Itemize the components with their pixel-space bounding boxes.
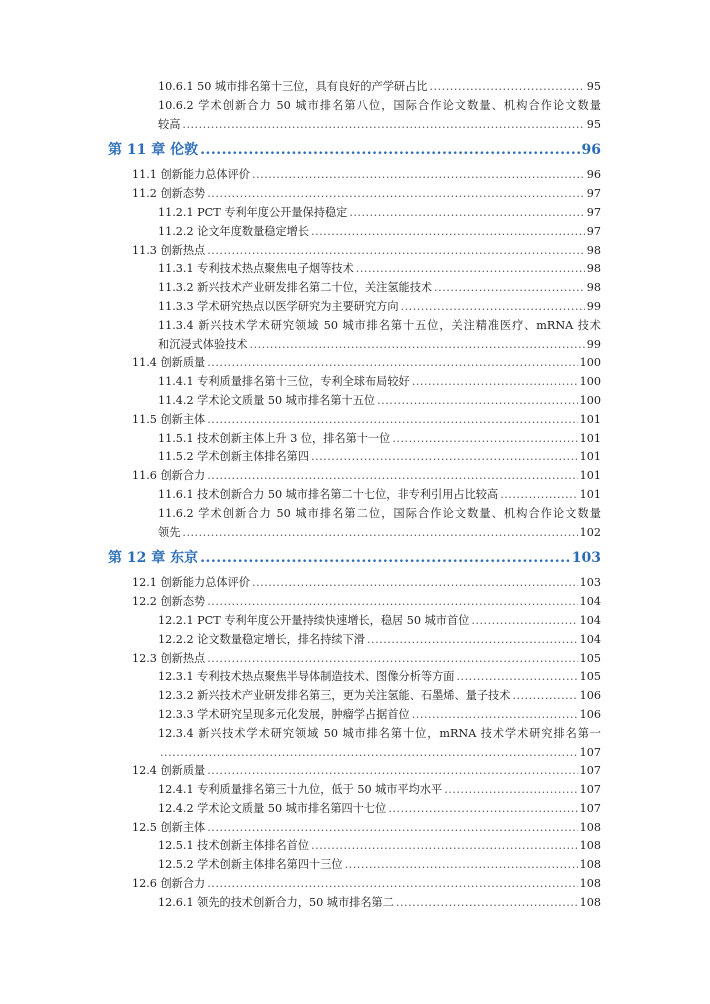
toc-entry-label: 11.2.1 PCT 专利年度公开量保持稳定: [158, 205, 348, 219]
toc-entry-label: 11.3.2 新兴技术产业研发排名第二十位，关注氢能技术: [158, 281, 433, 295]
toc-entry[interactable]: [0, 317, 710, 355]
leader-dots: [160, 744, 578, 763]
toc-entry-label: 11.4 创新质量: [132, 356, 206, 370]
toc-entry-label-continued: 领先: [158, 525, 181, 539]
toc-page-number: 108: [579, 877, 601, 891]
toc-page-number: 103: [571, 550, 601, 567]
toc-entry-label: 12.3.2 新兴技术产业研发排名第三，更为关注氢能、石墨烯、量子技术: [158, 689, 511, 703]
toc-entry[interactable]: [0, 650, 710, 669]
toc-entry[interactable]: [0, 223, 710, 242]
toc-entry[interactable]: [0, 204, 710, 223]
toc-page-number: 105: [579, 651, 601, 665]
toc-page-number: 104: [579, 595, 601, 609]
toc-entry[interactable]: [0, 894, 710, 913]
toc-page-number: 100: [579, 356, 601, 370]
toc-entry[interactable]: [0, 354, 710, 373]
toc-entry[interactable]: [0, 430, 710, 449]
toc-page-number: 98: [586, 281, 601, 295]
chapter-heading[interactable]: [0, 545, 710, 572]
leader-dots: [200, 545, 570, 572]
toc-entry[interactable]: [0, 875, 710, 894]
toc-page-number: 97: [586, 224, 601, 238]
leader-dots: [207, 411, 577, 430]
leader-dots: [430, 78, 585, 97]
toc-entry-label: 11.3.3 学术研究热点以医学研究为主要研究方向: [158, 299, 399, 313]
toc-entry[interactable]: [0, 800, 710, 819]
leader-dots: [182, 524, 577, 543]
toc-entry-label: 12.3.4 新兴技术学术研究领域 50 城市排名第十位，mRNA 技术学术研究排名第一: [158, 726, 601, 740]
toc-page-number: 100: [579, 375, 601, 389]
toc-entry[interactable]: [0, 593, 710, 612]
toc-page-number: 108: [579, 895, 601, 909]
toc-page-number: 101: [579, 412, 601, 426]
leader-dots: [207, 819, 577, 838]
toc-entry[interactable]: [0, 298, 710, 317]
toc-page-number: 106: [579, 707, 601, 721]
leader-dots: [311, 448, 578, 467]
toc-entry-label: 11.4.2 学术论文质量 50 城市排名第十五位: [158, 393, 376, 407]
leader-dots: [207, 593, 577, 612]
toc-page-number: 95: [586, 80, 601, 93]
leader-dots: [207, 467, 577, 486]
toc-entry-label: 12.3 创新热点: [132, 651, 206, 665]
toc-entry-label: 12.4.1 专利质量排名第三十九位，低于 50 城市平均水平: [158, 783, 443, 797]
chapter-title: 第 12 章 东京: [108, 550, 199, 567]
toc-page-number: 101: [579, 469, 601, 483]
leader-dots: [207, 185, 585, 204]
leader-dots: [207, 242, 585, 261]
toc-entry-label: 11.5 创新主体: [132, 412, 206, 426]
leader-dots: [311, 223, 585, 242]
toc-page-number: 96: [586, 168, 601, 182]
leader-dots: [434, 279, 585, 298]
leader-dots: [500, 486, 577, 505]
toc-page-number: 99: [586, 337, 601, 351]
leader-dots: [207, 762, 577, 781]
toc-entry[interactable]: [0, 486, 710, 505]
toc-page-number: 105: [579, 670, 601, 684]
toc-entry[interactable]: [0, 448, 710, 467]
toc-page-number: 108: [579, 839, 601, 853]
toc-page-number: 98: [586, 262, 601, 276]
toc-entry[interactable]: [0, 668, 710, 687]
toc-page-number: 101: [579, 487, 601, 501]
leader-dots: [356, 260, 585, 279]
toc-entry[interactable]: [0, 725, 710, 763]
toc-entry[interactable]: [0, 819, 710, 838]
toc-entry-label: 12.3.3 学术研究呈现多元化发展，肿瘤学占据首位: [158, 707, 410, 721]
toc-entry[interactable]: [0, 687, 710, 706]
leader-dots: [207, 875, 577, 894]
toc-page-number: 100: [579, 393, 601, 407]
toc-entry[interactable]: [0, 631, 710, 650]
toc-page-number: 103: [579, 576, 601, 590]
toc-entry[interactable]: [0, 373, 710, 392]
toc-entry-label: 11.3.4 新兴技术学术研究领域 50 城市排名第十五位，关注精准医疗、mRNA 技术: [158, 318, 601, 332]
toc-entry[interactable]: [0, 242, 710, 261]
leader-dots: [456, 668, 577, 687]
toc-entry-label: 11.3 创新热点: [132, 243, 206, 257]
toc-entry-label: 12.4 创新质量: [132, 764, 206, 778]
toc-page-number: 96: [581, 142, 601, 159]
leader-dots: [377, 392, 578, 411]
toc-entry-label: 12.6 创新合力: [132, 877, 206, 891]
chapter-title: 第 11 章 伦敦: [108, 142, 199, 159]
table-of-contents: [0, 78, 710, 913]
toc-entry[interactable]: [0, 762, 710, 781]
toc-page-number: 108: [579, 858, 601, 872]
toc-entry[interactable]: [0, 166, 710, 185]
toc-entry-label: 12.3.1 专利技术热点聚焦半导体制造技术、图像分析等方面: [158, 670, 455, 684]
toc-entry-label: 12.2.1 PCT 专利年度公开量持续快速增长，稳居 50 城市首位: [158, 613, 470, 627]
toc-entry-label: 11.2.2 论文年度数量稳定增长: [158, 224, 310, 238]
toc-entry-label: 12.2.2 论文数量稳定增长，排名持续下滑: [158, 632, 365, 646]
toc-page-number: 107: [579, 801, 601, 815]
toc-entry-label: 12.1 创新能力总体评价: [132, 576, 250, 590]
toc-page-number: 107: [579, 745, 601, 759]
toc-page-number: 107: [579, 764, 601, 778]
toc-page-number: 104: [579, 613, 601, 627]
leader-dots: [412, 373, 578, 392]
toc-entry[interactable]: [0, 185, 710, 204]
toc-entry-label: 12.2 创新态势: [132, 595, 206, 609]
toc-page-number: 104: [579, 632, 601, 646]
leader-dots: [252, 574, 578, 593]
toc-page-number: 97: [586, 205, 601, 219]
toc-page-number: 95: [586, 117, 601, 131]
toc-entry-label: 10.6.2 学术创新合力 50 城市排名第八位，国际合作论文数量、机构合作论文数量: [158, 98, 601, 112]
toc-entry-label: 12.5.2 学术创新主体排名第四十三位: [158, 858, 343, 872]
leader-dots: [207, 650, 577, 669]
toc-entry[interactable]: [0, 856, 710, 875]
leader-dots: [367, 631, 578, 650]
toc-entry-label: 12.4.2 学术论文质量 50 城市排名第四十七位: [158, 801, 387, 815]
leader-dots: [401, 298, 585, 317]
toc-page-number: 101: [579, 431, 601, 445]
toc-entry-label: 11.1 创新能力总体评价: [132, 168, 250, 182]
toc-page-number: 98: [586, 243, 601, 257]
leader-dots: [444, 781, 577, 800]
toc-page-number: 97: [586, 187, 601, 201]
toc-entry[interactable]: [0, 781, 710, 800]
leader-dots: [388, 800, 577, 819]
toc-entry-label: 10.6.1 50 城市排名第十三位，具有良好的产学研占比: [158, 80, 428, 93]
toc-entry-label: 11.6 创新合力: [132, 469, 206, 483]
leader-dots: [412, 706, 578, 725]
toc-entry[interactable]: [0, 505, 710, 543]
toc-entry-label-continued: 较高: [158, 117, 181, 131]
toc-entry[interactable]: [0, 260, 710, 279]
toc-entry[interactable]: [0, 837, 710, 856]
leader-dots: [392, 430, 577, 449]
leader-dots: [311, 837, 578, 856]
leader-dots: [200, 137, 579, 164]
toc-entry-label: 11.6.2 学术创新合力 50 城市排名第二位，国际合作论文数量、机构合作论文数量: [158, 506, 601, 520]
toc-entry[interactable]: [0, 279, 710, 298]
toc-entry-label: 11.5.2 学术创新主体排名第四: [158, 450, 310, 464]
leader-dots: [250, 336, 585, 355]
toc-entry[interactable]: [0, 574, 710, 593]
toc-entry[interactable]: [0, 392, 710, 411]
toc-page-number: 108: [579, 820, 601, 834]
toc-entry[interactable]: [0, 411, 710, 430]
toc-entry[interactable]: [0, 467, 710, 486]
leader-dots: [471, 612, 577, 631]
toc-page-number: 102: [579, 525, 601, 539]
toc-entry-label: 12.5.1 技术创新主体排名首位: [158, 839, 310, 853]
toc-entry-label: 11.3.1 专利技术热点聚焦电子烟等技术: [158, 262, 354, 276]
chapter-heading[interactable]: [0, 137, 710, 164]
toc-entry[interactable]: [0, 78, 710, 97]
toc-page-number: 106: [579, 689, 601, 703]
toc-page-number: 107: [579, 783, 601, 797]
toc-page-number: 101: [579, 450, 601, 464]
toc-entry-label: 12.6.1 领先的技术创新合力，50 城市排名第二: [158, 895, 394, 909]
toc-entry-label: 11.6.1 技术创新合力 50 城市排名第二十七位，非专利引用占比较高: [158, 487, 499, 501]
leader-dots: [252, 166, 585, 185]
toc-entry[interactable]: [0, 612, 710, 631]
leader-dots: [182, 116, 584, 135]
leader-dots: [349, 204, 584, 223]
toc-entry-label: 11.4.1 专利质量排名第十三位，专利全球布局较好: [158, 375, 410, 389]
leader-dots: [512, 687, 577, 706]
toc-entry-label-continued: 和沉浸式体验技术: [158, 337, 248, 351]
toc-page-number: 99: [586, 299, 601, 313]
toc-entry-label: 11.2 创新态势: [132, 187, 206, 201]
leader-dots: [207, 354, 577, 373]
toc-entry[interactable]: [0, 706, 710, 725]
toc-entry[interactable]: [0, 97, 710, 135]
toc-entry-label: 11.5.1 技术创新主体上升 3 位，排名第十一位: [158, 431, 391, 445]
leader-dots: [345, 856, 578, 875]
leader-dots: [396, 894, 578, 913]
toc-entry-label: 12.5 创新主体: [132, 820, 206, 834]
